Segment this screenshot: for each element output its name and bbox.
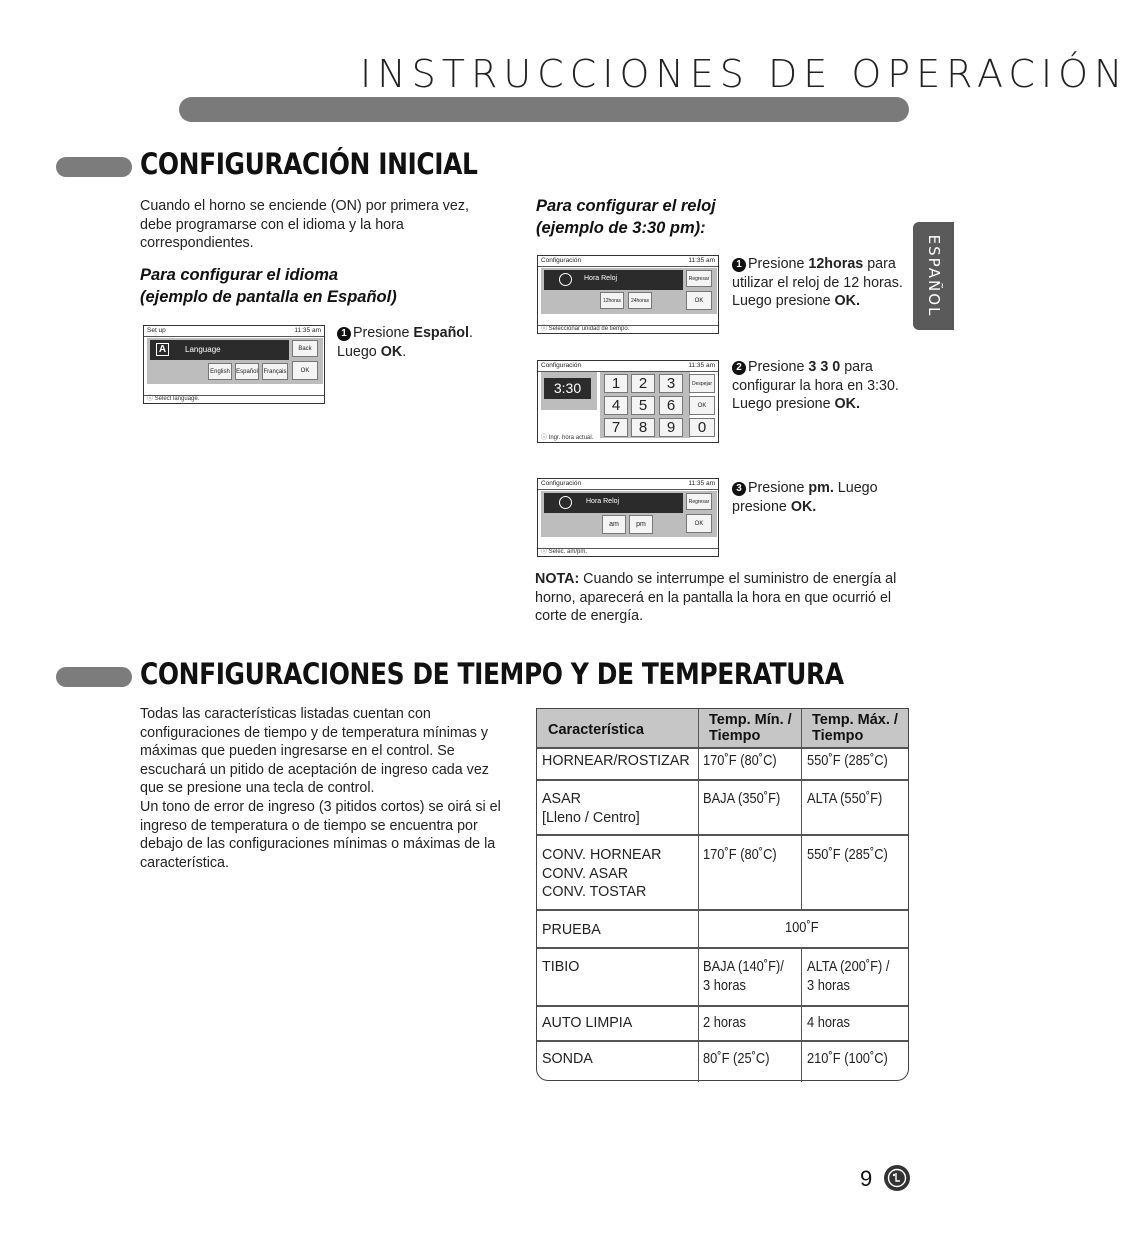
cell-line: [Lleno / Centro]: [542, 809, 640, 826]
clock-icon: [559, 496, 572, 509]
paragraph-line: escuchará un pitido de aceptación de ingreso cada vez: [140, 761, 489, 778]
screen-footer-text: Select language.: [154, 396, 200, 402]
max-cell: 4 horas: [807, 1015, 850, 1031]
page-title: INSTRUCCIONES DE OPERACIÓN: [360, 52, 1128, 96]
paragraph-line: característica.: [140, 854, 229, 871]
paragraph-line: que se presione una tecla de control.: [140, 780, 375, 797]
francais-button[interactable]: Français: [262, 363, 288, 380]
12-hour-button[interactable]: 12horas: [600, 292, 624, 309]
min-cell: 80˚F (25˚C): [703, 1051, 770, 1067]
language-side-tab: [913, 222, 954, 330]
clock-step-3: [732, 479, 907, 516]
feature-cell: [542, 790, 640, 827]
ok-button[interactable]: OK: [686, 514, 712, 533]
intro-line: correspondientes.: [140, 235, 254, 252]
paragraph-line: ingreso de temperatura o de tiempo se encuentra por: [140, 817, 478, 834]
screen-time: 11:35 am: [688, 480, 715, 487]
page-number: 9: [860, 1166, 873, 1191]
screen-bar-label: Hora Reloj: [584, 275, 618, 282]
step-text: para utilizar el reloj de 12 horas. Luego presione: [732, 256, 903, 310]
step-bold: Español: [413, 325, 470, 341]
lg-logo-mark: [887, 1168, 907, 1188]
language-icon: A: [156, 343, 169, 356]
pm-button[interactable]: pm: [629, 515, 653, 534]
step-bold: OK.: [790, 498, 817, 515]
screen-footer-text: Selec. am/pm.: [548, 549, 588, 555]
screen-footer-text: Seleccionar unidad de tiempo.: [548, 326, 630, 332]
screen-footer: ⓘ Selec. am/pm.: [541, 549, 588, 555]
key-6[interactable]: 6: [659, 396, 683, 415]
language-heading: [140, 264, 397, 308]
step-number: 1: [337, 327, 351, 341]
heading-line: Para configurar el reloj: [536, 197, 716, 215]
cell-line: CONV. ASAR: [542, 865, 629, 882]
key-8[interactable]: 8: [631, 418, 655, 437]
screen-time: 11:35 am: [688, 362, 715, 369]
ok-button[interactable]: OK: [292, 361, 318, 380]
screen-top-label: Configuración: [541, 257, 582, 264]
max-cell: 210˚F (100˚C): [807, 1051, 888, 1067]
cell-line: CONV. TOSTAR: [542, 884, 647, 901]
feature-cell: PRUEBA: [542, 922, 601, 938]
screen-footer: ⓘ Ingr. hora actual.: [541, 435, 594, 441]
time-temp-paragraph: [140, 705, 520, 872]
table-header-feature: Característica: [548, 722, 644, 738]
heading-line: (ejemplo de 3:30 pm):: [536, 219, 706, 237]
cell-line: ALTA (200˚F) /: [807, 959, 890, 975]
note-body: Cuando se interrumpe el suministro de energía al horno, aparecerá en la pantalla la hora en que ocurrió el corte de energía.: [535, 571, 897, 625]
max-cell: [807, 958, 889, 995]
paragraph-line: máximas que pueden ingresarse en el control. Se: [140, 743, 455, 760]
screen-footer: ⓘ Select language.: [147, 396, 200, 402]
section-pill: [56, 667, 132, 687]
screen-bar-label: Hora Reloj: [586, 498, 620, 505]
screen-top-label: Configuración: [541, 480, 582, 487]
max-cell: 550˚F (285˚C): [807, 847, 888, 863]
time-display: 3:30: [544, 378, 591, 399]
min-cell: BAJA (350˚F): [703, 791, 781, 807]
clock-ampm-screen: [537, 478, 719, 557]
clock-icon: [559, 273, 572, 286]
cell-line: 3 horas: [807, 977, 850, 994]
step-text: Presione: [748, 359, 809, 375]
feature-cell: HORNEAR/ROSTIZAR: [542, 753, 690, 769]
table-header-min: Temp. Mín. / Tiempo: [709, 712, 792, 744]
clock-keypad-screen: [537, 360, 719, 443]
step-bold: OK.: [834, 293, 860, 310]
cell-line: CONV. HORNEAR: [542, 847, 662, 863]
step-text: .: [402, 343, 407, 360]
ok-button[interactable]: OK: [689, 396, 715, 415]
clock-heading: [536, 195, 716, 239]
feature-cell: SONDA: [542, 1051, 593, 1067]
step-bold: 3 3 0: [808, 359, 841, 375]
clock-step-1: [732, 255, 907, 311]
feature-cell: AUTO LIMPIA: [542, 1015, 633, 1031]
back-button[interactable]: Regresar: [686, 270, 712, 287]
intro-text: [140, 197, 500, 253]
screen-time: 11:35 am: [688, 257, 715, 264]
am-button[interactable]: am: [602, 515, 626, 534]
paragraph-line: Todas las características listadas cuentan con: [140, 706, 431, 722]
clock-unit-screen: [537, 255, 719, 334]
lg-logo-icon: [884, 1165, 910, 1191]
step-bold: OK.: [834, 396, 860, 413]
max-cell: ALTA (550˚F): [807, 791, 883, 807]
paragraph-line: debajo de las configuraciones mínimas o máximas de la: [140, 836, 496, 853]
key-5[interactable]: 5: [631, 396, 655, 415]
ok-button[interactable]: OK: [686, 291, 712, 310]
span-cell: 100˚F: [785, 920, 819, 936]
english-button[interactable]: English: [208, 363, 232, 380]
paragraph-line: Un tono de error de ingreso (3 pitidos cortos) se oirá si el: [140, 798, 501, 815]
screen-top-label: Set up: [147, 327, 166, 334]
step-bold: OK: [380, 343, 403, 360]
screen-footer-text: Ingr. hora actual.: [548, 435, 594, 441]
intro-line: debe programarse con el idioma y la hora: [140, 216, 404, 233]
table-header-max: Temp. Máx. / Tiempo: [812, 712, 898, 744]
heading-line: (ejemplo de pantalla en Español): [140, 288, 397, 306]
note-label: NOTA:: [535, 571, 580, 587]
step-text: Presione: [748, 256, 809, 272]
key-7[interactable]: 7: [604, 418, 628, 437]
24-hour-button[interactable]: 24horas: [628, 292, 652, 309]
min-cell: 170˚F (80˚C): [703, 753, 777, 769]
step-text: Presione: [748, 480, 809, 496]
espanol-button[interactable]: Español: [235, 363, 259, 380]
step-bold: pm.: [808, 480, 834, 496]
time-temperature-table: [536, 708, 909, 1081]
intro-line: Cuando el horno se enciende (ON) por primera vez,: [140, 198, 469, 214]
cell-line: BAJA (140˚F)/: [703, 959, 784, 975]
section-title-initial-config: CONFIGURACIÓN INICIAL: [140, 147, 478, 181]
step-bold: 12horas: [808, 256, 864, 272]
screen-top-label: Configuración: [541, 362, 582, 369]
side-tab-label: ESPAÑOL: [924, 234, 943, 318]
language-screen: [143, 325, 325, 404]
screen-title-bar: [150, 340, 289, 360]
screen-title-bar: [544, 493, 683, 513]
step-number: 1: [732, 258, 746, 272]
cell-line: 3 horas: [703, 977, 746, 994]
cell-line: ASAR: [542, 791, 581, 807]
key-1[interactable]: 1: [604, 374, 628, 393]
screen-title-bar: [544, 270, 683, 290]
screen-footer: ⓘ Seleccionar unidad de tiempo.: [541, 326, 630, 332]
screen-bar-label: Language: [185, 345, 221, 354]
key-2[interactable]: 2: [631, 374, 655, 393]
screen-time: 11:35 am: [294, 327, 321, 334]
paragraph-line: configuraciones de tiempo y de temperatura mínimas y: [140, 724, 489, 741]
step-text: Luego presione: [732, 480, 878, 515]
max-cell: 550˚F (285˚C): [807, 753, 888, 769]
step-text: Presione: [353, 325, 414, 341]
clear-button[interactable]: Despejar: [689, 374, 715, 393]
min-cell: 170˚F (80˚C): [703, 847, 777, 863]
feature-cell: [542, 846, 661, 902]
heading-line: Para configurar el idioma: [140, 266, 339, 284]
clock-step-2: [732, 358, 907, 414]
back-button[interactable]: Regresar: [686, 493, 712, 510]
key-9[interactable]: 9: [659, 418, 683, 437]
key-4[interactable]: 4: [604, 396, 628, 415]
back-button[interactable]: Back: [292, 340, 318, 357]
step-number: 2: [732, 361, 746, 375]
section-title-time-temp: CONFIGURACIONES DE TIEMPO Y DE TEMPERATURA: [140, 657, 844, 691]
step-text: . Luego: [337, 325, 474, 360]
step-text: para configurar la hora en 3:30. Luego presione: [732, 359, 899, 413]
key-0[interactable]: 0: [689, 418, 715, 437]
note-text: [535, 570, 907, 626]
min-cell: 2 horas: [703, 1015, 746, 1031]
step-number: 3: [732, 482, 746, 496]
header-bar: [179, 97, 909, 122]
language-step: [337, 324, 502, 361]
key-3[interactable]: 3: [659, 374, 683, 393]
min-cell: [703, 958, 784, 995]
section-pill: [56, 157, 132, 177]
feature-cell: TIBIO: [542, 959, 580, 975]
